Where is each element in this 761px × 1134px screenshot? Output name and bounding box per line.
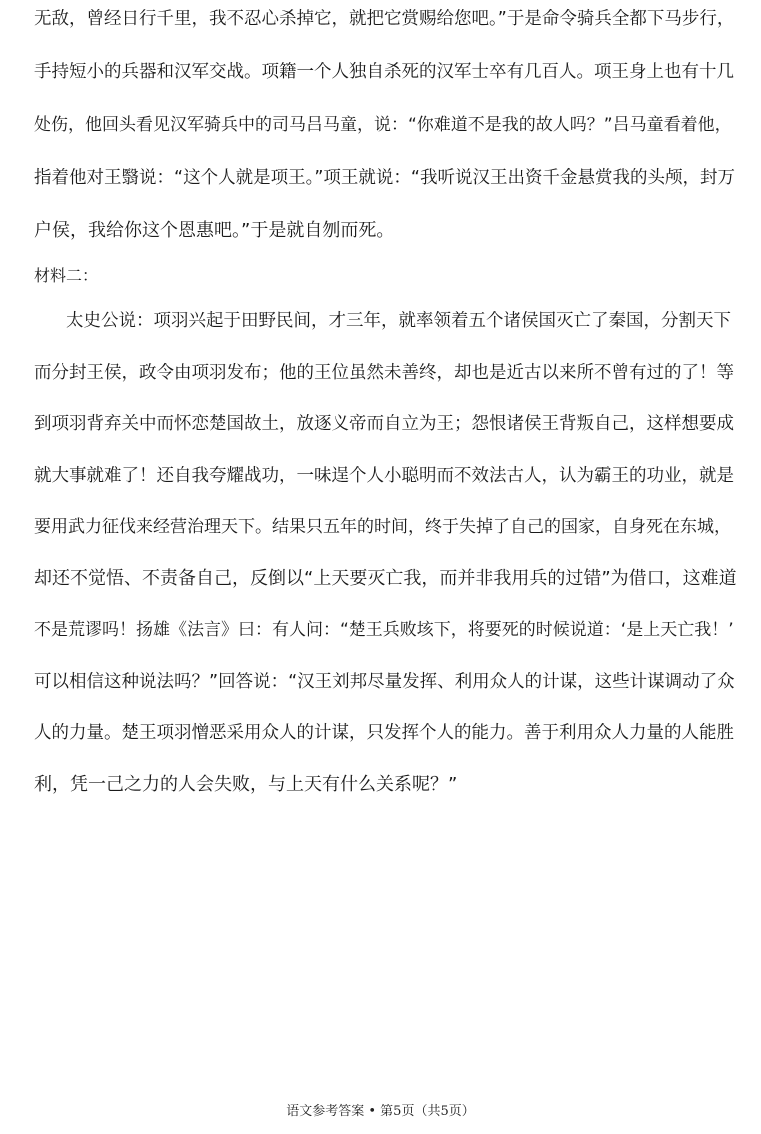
material-heading: 材料二： bbox=[34, 266, 99, 285]
text-line: 户侯，我给你这个恩惠吧。”于是就自刎而死。 bbox=[34, 220, 395, 241]
page-footer: 语文参考答案 • 第5页（共5页） bbox=[286, 1104, 475, 1119]
text-line: 指着他对王翳说：“这个人就是项王。”项王就说：“我听说汉王出资千金悬赏我的头颅，封万 bbox=[34, 168, 735, 188]
text-line: 要用武力征伐来经营治理天下。结果只五年的时间，终于失掉了自己的国家，自身死在东城， bbox=[34, 517, 731, 537]
text-line: 不是荒谬吗！扬雄《法言》曰：有人问：“楚王兵败垓下，将要死的时候说道：‘是上天亡我！’ bbox=[34, 620, 734, 640]
text-line: 手持短小的兵器和汉军交战。项籍一个人独自杀死的汉军士卒有几百人。项王身上也有十几 bbox=[34, 62, 734, 82]
text-line: 利，凭一己之力的人会失败，与上天有什么关系呢？” bbox=[34, 774, 458, 795]
text-line: 就大事就难了！还自我夸耀战功，一味逞个人小聪明而不效法古人，认为霸王的功业，就是 bbox=[34, 466, 734, 486]
text-line: 人的力量。楚王项羽憎恶采用众人的计谋，只发挥个人的能力。善于利用众人力量的人能胜 bbox=[34, 723, 734, 743]
text-line: 却还不觉悟、不责备自己，反倒以“上天要灭亡我，而并非我用兵的过错”为借口，这难道 bbox=[34, 568, 737, 589]
text-line: 而分封王侯，政令由项羽发布；他的王位虽然未善终，却也是近古以来所不曾有过的了！等 bbox=[34, 363, 734, 383]
text-line: 处伤，他回头看见汉军骑兵中的司马吕马童，说：“你难道不是我的故人吗？”吕马童看着他， bbox=[34, 115, 732, 135]
text-line: 到项羽背弃关中而怀恋楚国故土，放逐义帝而自立为王；怨恨诸侯王背叛自己，这样想要成 bbox=[34, 414, 734, 434]
text-line: 可以相信这种说法吗？”回答说：“汉王刘邦尽量发挥、利用众人的计谋，这些计谋调动了众 bbox=[34, 672, 735, 692]
text-line: 太史公说：项羽兴起于田野民间，才三年，就率领着五个诸侯国灭亡了秦国，分割天下 bbox=[66, 311, 731, 331]
text-line: 无敌，曾经日行千里，我不忍心杀掉它，就把它赏赐给您吧。”于是命令骑兵全都下马步行， bbox=[34, 9, 735, 29]
